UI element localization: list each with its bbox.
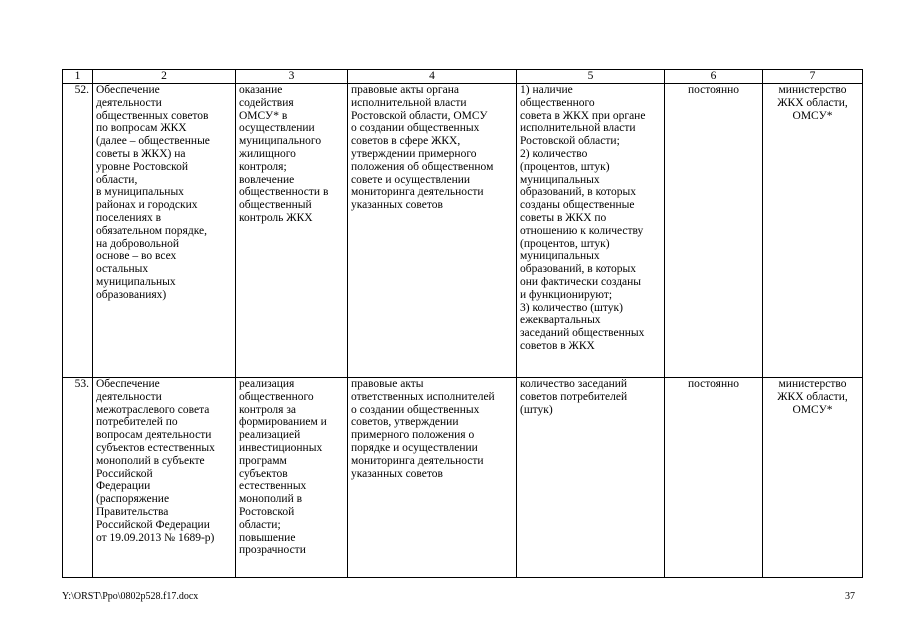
column-number: 3 [236, 70, 348, 84]
table-row [63, 84, 863, 378]
legal-acts-cell: правовые акты органа исполнительной власти Ростовской области, ОМСУ о создании общественных советов в сфере ЖКХ, утверждении примерного положения об общественном совете и осуществлении мониторинга деятельности указанных советов [348, 84, 517, 378]
measure-goal-cell: реализация общественного контроля за формированием и реализацией инвестиционных программ субъектов естественных монополий в Ростовской области; повышение прозрачности [236, 378, 348, 578]
column-number: 5 [517, 70, 665, 84]
row-number: 52. [63, 84, 93, 378]
column-number: 6 [665, 70, 763, 84]
responsible-cell: министерство ЖКХ области, ОМСУ* [763, 378, 863, 578]
footer-file-path: Y:\ORST\Ppo\0802p528.f17.docx [62, 591, 199, 602]
measures-table [62, 69, 863, 578]
legal-acts-cell: правовые акты ответственных исполнителей о создании общественных советов, утверждении примерного положения о порядке и осуществлении мониторинга деятельности указанных советов [348, 378, 517, 578]
responsible-cell: министерство ЖКХ области, ОМСУ* [763, 84, 863, 378]
measure-name-cell: Обеспечение деятельности межотраслевого совета потребителей по вопросам деятельности субъектов естественных монополий в субъекте Российской Федерации (распоряжение Правительства Российской Федерации от 19.09.2013 № 1689-р) [93, 378, 236, 578]
indicators-cell: 1) наличие общественного совета в ЖКХ при органе исполнительной власти Ростовской области; 2) количество (процентов, штук) муниципальных образований, в которых созданы общественные советы в ЖКХ по отношению к количеству (процентов, штук) муниципальных образований, в которых они фактически созданы и функционируют; 3) количество (штук) ежеквартальных заседаний общественных советов в ЖКХ [517, 84, 665, 378]
deadline-cell: постоянно [665, 378, 763, 578]
deadline-cell: постоянно [665, 84, 763, 378]
indicators-cell: количество заседаний советов потребителей (штук) [517, 378, 665, 578]
measure-name-cell: Обеспечение деятельности общественных советов по вопросам ЖКХ (далее – общественные советы в ЖКХ) на уровне Ростовской области, в муниципальных районах и городских поселениях в обязательном порядке, на добровольной основе – во всех остальных муниципальных образованиях) [93, 84, 236, 378]
column-number: 1 [63, 70, 93, 84]
table-row [63, 378, 863, 578]
footer-page-number: 37 [845, 591, 855, 602]
column-number-row [63, 70, 863, 84]
column-number: 4 [348, 70, 517, 84]
measure-goal-cell: оказание содействия ОМСУ* в осуществлении муниципального жилищного контроля; вовлечение общественности в общественный контроль ЖКХ [236, 84, 348, 378]
row-number: 53. [63, 378, 93, 578]
column-number: 2 [93, 70, 236, 84]
column-number: 7 [763, 70, 863, 84]
